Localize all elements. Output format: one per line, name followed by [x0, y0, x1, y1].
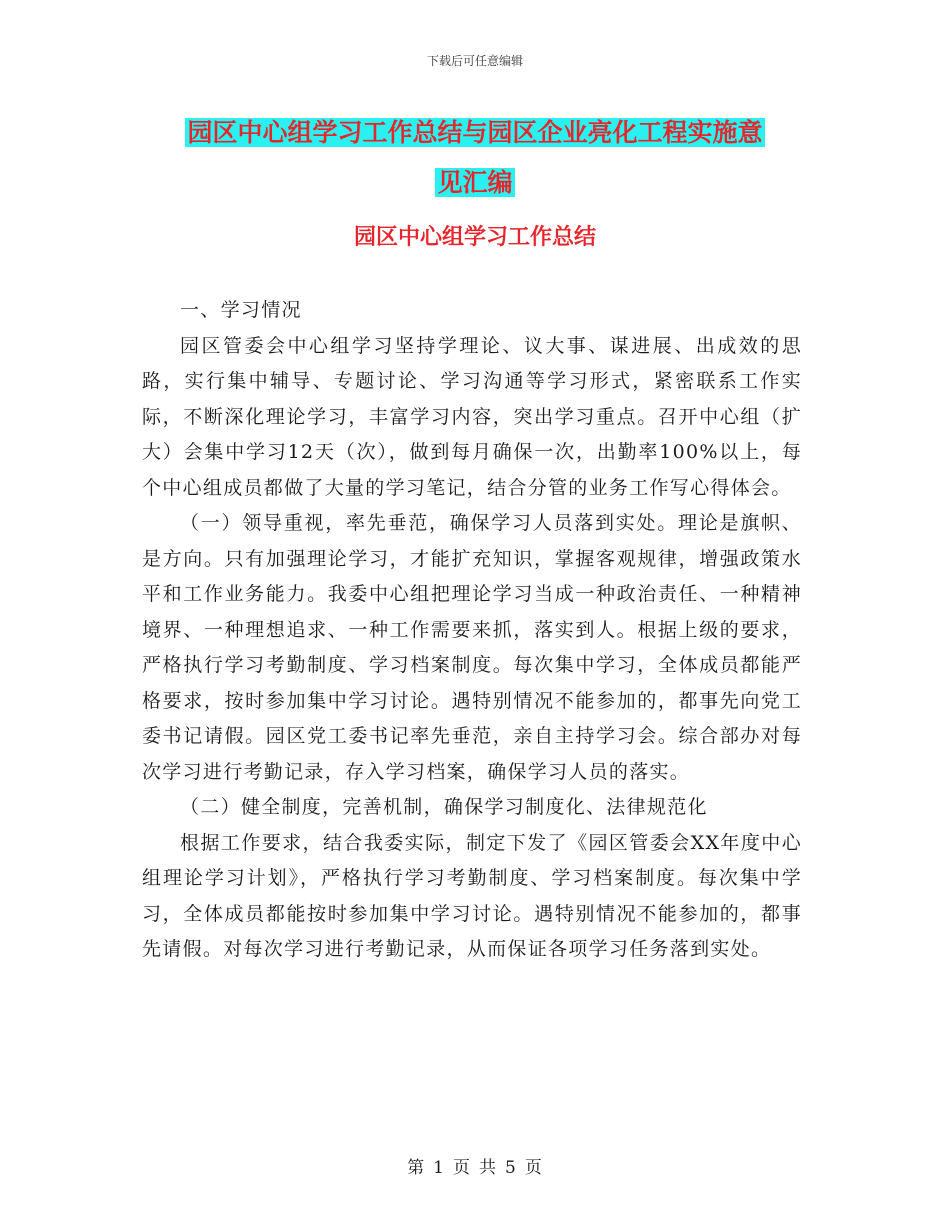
- footer-page-word: 页: [453, 1158, 471, 1178]
- document-title-line-1: 园区中心组学习工作总结与园区企业亮化工程实施意: [187, 118, 763, 147]
- footer-suffix: 页: [524, 1158, 543, 1178]
- footer-total-pages: 5: [505, 1158, 517, 1178]
- document-title-line-2: 见汇编: [437, 168, 513, 197]
- paragraph-subheading: （二）健全制度，完善机制，确保学习制度化、法律规范化: [180, 796, 708, 818]
- paragraph: （一）领导重视，率先垂范，确保学习人员落到实处。理论是旗帜、是方向。只有加强理论学习，才能扩充知识，掌握客观规律，增强政策水平和工作业务能力。我委中心组把理论学习当成一种政治责任、一种精神境界、一种理想追求、一种工作需要来抓，落实到人。根据上级的要求，严格执行学习考勤制度、学习档案制度。每次集中学习，全体成员都能严格要求，按时参加集中学习讨论。遇特别情况不能参加的，都事先向党工委书记请假。园区党工委书记率先垂范，亲自主持学习会。综合部办对每次学习进行考勤记录，存入学习档案，确保学习人员的落实。: [142, 512, 802, 783]
- section-title: 园区中心组学习工作总结: [353, 224, 596, 250]
- page-footer: [0, 1153, 950, 1178]
- page-header-note: 下载后可任意编辑: [426, 54, 523, 68]
- document-body: [142, 293, 802, 968]
- footer-total-word: 共: [479, 1158, 497, 1178]
- footer-prefix: 第: [407, 1158, 426, 1178]
- paragraph: 园区管委会中心组学习坚持学理论、议大事、谋进展、出成效的思路，实行集中辅导、专题讨论、学习沟通等学习形式，紧密联系工作实际，不断深化理论学习，丰富学习内容，突出学习重点。召开中心组（扩大）会集中学习12天（次），做到每月确保一次，出勤率100%以上，每个中心组成员都做了大量的学习笔记，结合分管的业务工作写心得体会。: [142, 334, 802, 499]
- paragraph-heading-learning: 一、学习情况: [180, 299, 302, 321]
- paragraph: 根据工作要求，结合我委实际，制定下发了《园区管委会XX年度中心组理论学习计划》，严格执行学习考勤制度、学习档案制度。每次集中学习，全体成员都能按时参加集中学习讨论。遇特别情况不能参加的，都事先请假。对每次学习进行考勤记录，从而保证各项学习任务落到实处。: [142, 831, 802, 960]
- footer-current-page: 1: [433, 1158, 445, 1178]
- document-title: [0, 108, 950, 208]
